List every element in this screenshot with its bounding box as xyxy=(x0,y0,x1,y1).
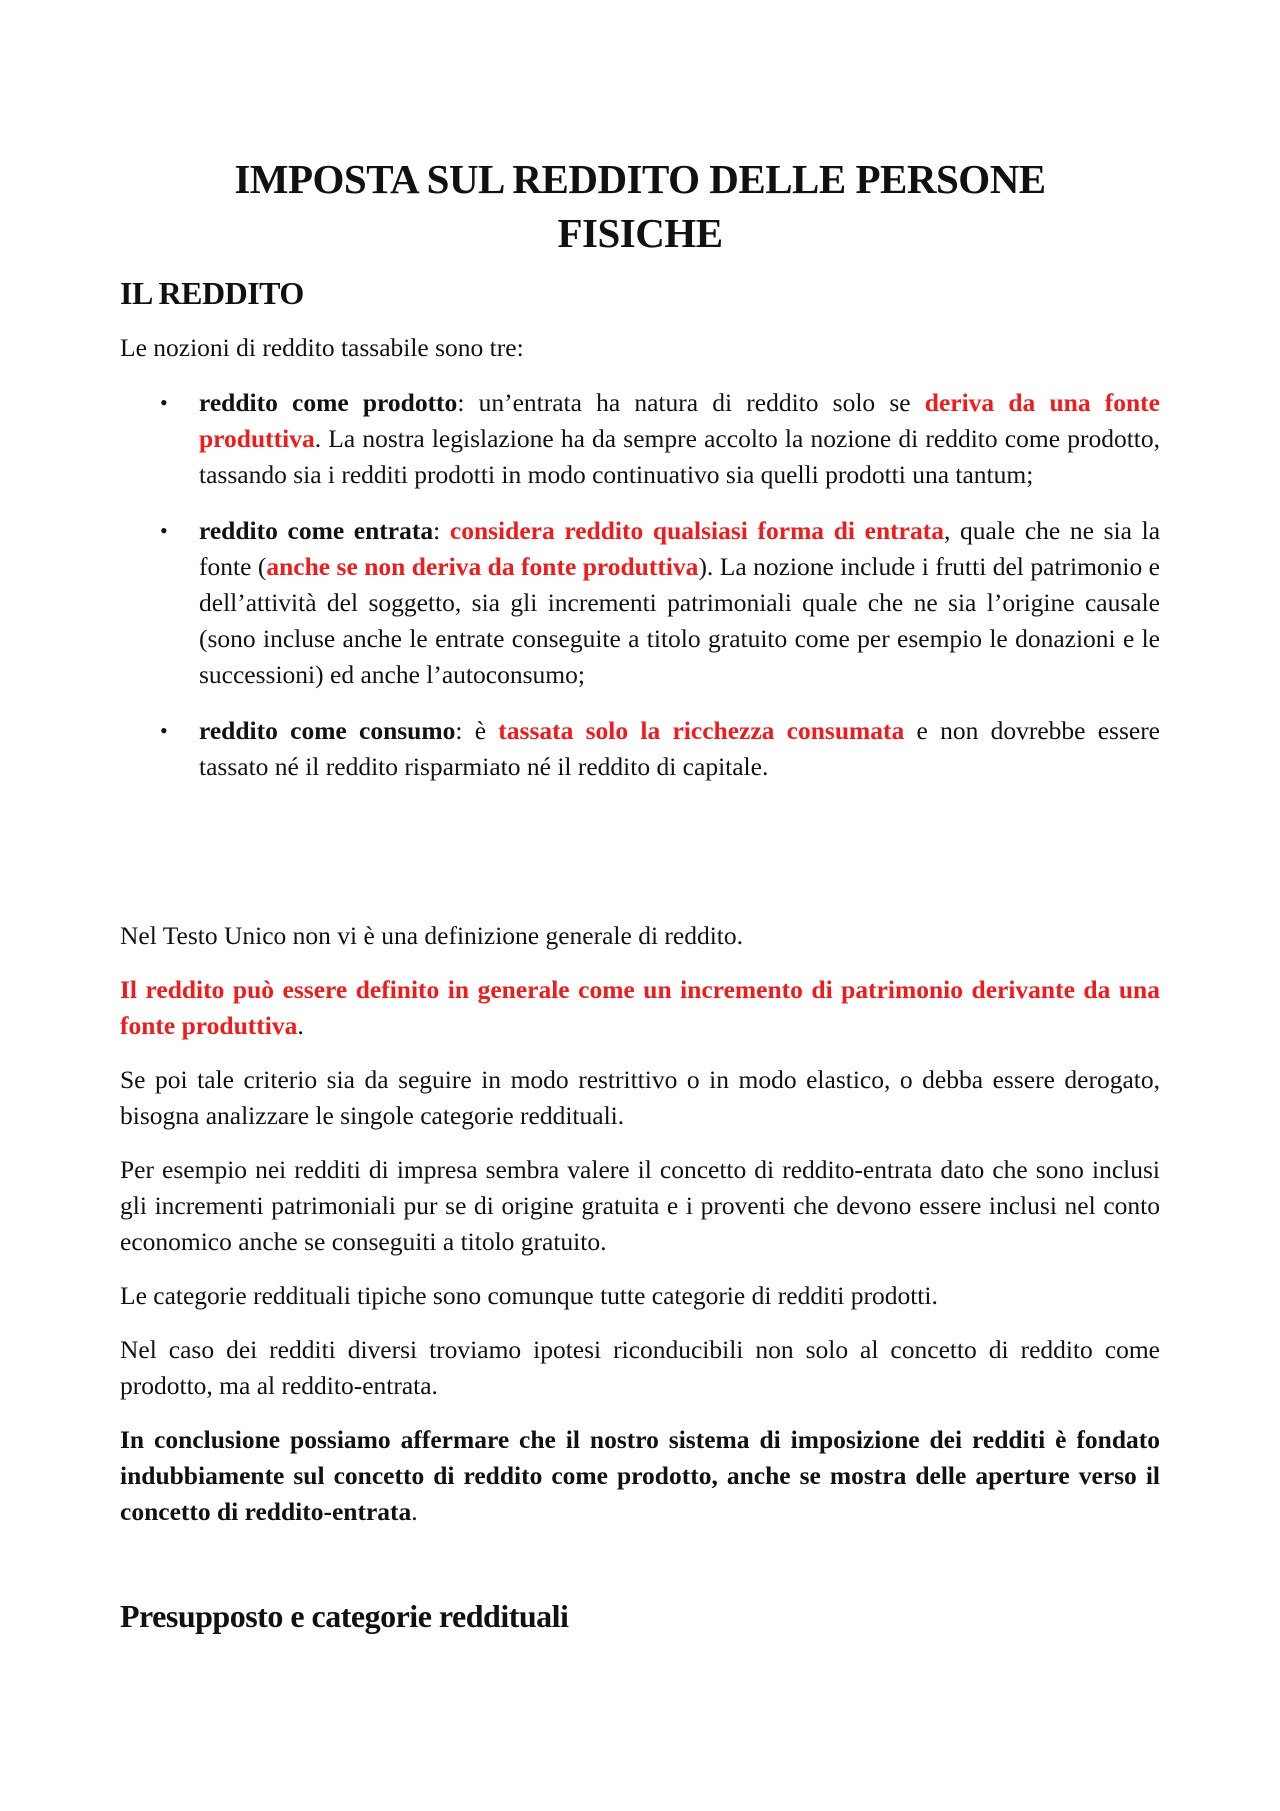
bullet-highlight: tassata solo la ricchezza consumata xyxy=(498,716,905,745)
definition-highlight: Il reddito può essere definito in generale come un incremento di patrimonio derivante da una fonte produttiva xyxy=(120,975,1160,1040)
bullet-term: reddito come consumo xyxy=(199,716,456,745)
paragraph-typical-categories: Le categorie reddituali tipiche sono comunque tutte categorie di redditi prodotti. xyxy=(120,1281,938,1310)
list-item xyxy=(120,513,1160,693)
bullet-text: ). La nozione include i frutti del patrimonio e dell’attività del soggetto, sia gli incrementi patrimoniali quale che ne sia l’origine causale (sono incluse anche le entrate conseguite a titolo gratuito come per esempio le donazioni e le successioni) ed anche l’autoconsumo; xyxy=(199,552,1161,689)
bullet-separator: : xyxy=(433,516,450,545)
list-item xyxy=(120,385,1160,493)
conclusion-bold: In conclusione possiamo affermare che il nostro sistema di imposizione dei redditi è fondato indubbiamente sul concetto di reddito come prodotto, anche se mostra delle aperture verso il concetto di reddito-entrata xyxy=(120,1425,1160,1526)
bullet-marker: • xyxy=(160,518,168,543)
bullet-highlight: deriva da una fonte produttiva xyxy=(199,388,1160,453)
intro-paragraph: Le nozioni di reddito tassabile sono tre: xyxy=(120,333,524,362)
paragraph-definition xyxy=(120,972,1160,1044)
bullet-separator: : un’entrata ha natura di reddito solo se xyxy=(457,388,925,417)
document-title xyxy=(120,152,1160,260)
conclusion-end: . xyxy=(411,1497,418,1526)
income-notions-list xyxy=(120,385,1160,785)
bullet-separator: : è xyxy=(455,716,499,745)
title-line-2: FISICHE xyxy=(557,210,723,256)
bullet-term: reddito come entrata xyxy=(199,516,434,545)
bullet-highlight-2: anche se non deriva da fonte produttiva xyxy=(266,552,699,581)
bullet-marker: • xyxy=(160,390,168,415)
definition-end: . xyxy=(297,1011,304,1040)
bullet-highlight: considera reddito qualsiasi forma di entrata xyxy=(449,516,944,545)
bullet-text-mid: , quale che ne sia la fonte ( xyxy=(199,516,1161,581)
bullet-term: reddito come prodotto xyxy=(199,388,458,417)
section-heading-presupposto: Presupposto e categorie reddituali xyxy=(120,1598,569,1634)
bullet-marker: • xyxy=(160,718,168,743)
paragraph-conclusion xyxy=(120,1422,1160,1530)
paragraph-criterion: Se poi tale criterio sia da seguire in modo restrittivo o in modo elastico, o debba essere derogato, bisogna analizzare le singole categorie reddituali. xyxy=(120,1065,1160,1130)
paragraph-example: Per esempio nei redditi di impresa sembra valere il concetto di reddito-entrata dato che sono inclusi gli incrementi patrimoniali pur se di origine gratuita e i proventi che devono essere inclusi nel conto economico anche se conseguiti a titolo gratuito. xyxy=(120,1155,1160,1256)
bullet-text: e non dovrebbe essere tassato né il reddito risparmiato né il reddito di capitale. xyxy=(199,716,1161,781)
title-line-1: IMPOSTA SUL REDDITO DELLE PERSONE xyxy=(234,156,1046,202)
paragraph-testo-unico: Nel Testo Unico non vi è una definizione generale di reddito. xyxy=(120,921,744,950)
section-heading-il-reddito: IL REDDITO xyxy=(120,275,304,311)
list-item xyxy=(120,713,1160,785)
bullet-text: . La nostra legislazione ha da sempre accolto la nozione di reddito come prodotto, tassando sia i redditi prodotti in modo continuativo sia quelli prodotti una tantum; xyxy=(199,424,1160,489)
paragraph-redditi-diversi: Nel caso dei redditi diversi troviamo ipotesi riconducibili non solo al concetto di reddito come prodotto, ma al reddito-entrata. xyxy=(120,1335,1160,1400)
